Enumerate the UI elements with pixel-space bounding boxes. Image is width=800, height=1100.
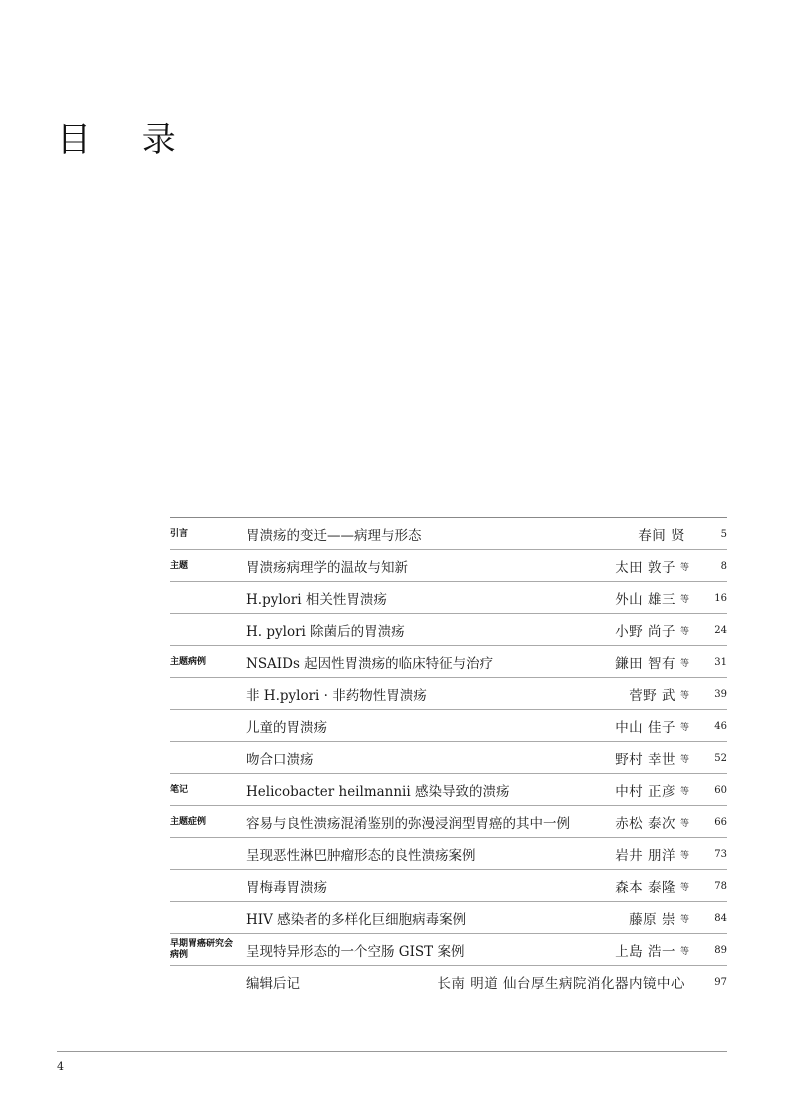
section-label [170,742,236,774]
entry-author [629,902,689,934]
author-etc: 等 [679,626,689,637]
author-etc: 等 [679,786,689,797]
toc-entry[interactable] [170,806,727,838]
entry-author [615,582,689,614]
entry-author [437,966,689,998]
author-name: 小野 尚子 [615,624,676,640]
section-label: 笔记 [170,784,189,795]
author-etc: 等 [679,658,689,669]
author-etc: 等 [679,722,689,733]
page-folio: 4 [57,1060,64,1073]
page-number: 46 [714,720,727,732]
page-number: 52 [714,752,727,764]
author-etc: 等 [679,850,689,861]
section-label [170,902,236,934]
entry-author [615,774,689,806]
author-etc: 等 [679,562,689,573]
entry-title: 编辑后记 [246,976,300,992]
toc-entry[interactable] [170,550,727,582]
entry-title: 容易与良性溃疡混淆鉴别的弥漫浸润型胃癌的其中一例 [246,816,570,832]
author-name: 菅野 武 [629,688,676,704]
entry-title: 呈现恶性淋巴肿瘤形态的良性溃疡案例 [246,848,476,864]
author-name: 野村 幸世 [615,752,676,768]
entry-author [629,678,689,710]
entry-title: HIV 感染者的多样化巨细胞病毒案例 [246,912,467,928]
toc-entry[interactable] [170,870,727,902]
toc-entry[interactable] [170,966,727,998]
author-name: 中村 正彦 [615,784,676,800]
entry-title: H.pylori 相关性胃溃疡 [246,592,387,608]
author-name: 春间 贤 [638,528,685,544]
page-number: 16 [714,592,727,604]
section-label [170,710,236,742]
author-name: 太田 敦子 [615,560,676,576]
entry-author [615,806,689,838]
page-number: 73 [714,848,727,860]
author-name: 长南 明道 仙台厚生病院消化器内镜中心 [437,976,685,992]
page-number: 60 [714,784,727,796]
page-number: 39 [714,688,727,700]
entry-title: Helicobacter heilmannii 感染导致的溃疡 [246,784,510,800]
page-number: 78 [714,880,727,892]
section-label: 主题症例 [170,816,207,827]
page-number: 84 [714,912,727,924]
page-number: 89 [714,944,727,956]
table-of-contents [170,517,727,998]
author-etc: 等 [679,818,689,829]
page-number: 8 [720,560,727,572]
toc-entry[interactable] [170,678,727,710]
entry-author [615,934,689,966]
entry-author [615,710,689,742]
section-label: 早期胃癌研究会病例 [170,939,234,960]
section-label [170,966,236,998]
author-etc: 等 [679,690,689,701]
author-name: 上島 浩一 [615,944,676,960]
page-number: 24 [714,624,727,636]
toc-entry[interactable] [170,838,727,870]
footer-divider [57,1051,727,1052]
author-name: 中山 佳子 [615,720,676,736]
toc-entry[interactable] [170,934,727,966]
author-etc: 等 [679,594,689,605]
toc-entry[interactable] [170,518,727,550]
toc-entry[interactable] [170,614,727,646]
entry-author [638,518,689,550]
author-etc: 等 [679,914,689,925]
author-name: 鎌田 智有 [615,656,676,672]
entry-author [615,614,689,646]
author-name: 森本 泰隆 [615,880,676,896]
author-etc: 等 [679,946,689,957]
entry-author [615,646,689,678]
entry-title: H. pylori 除菌后的胃溃疡 [246,624,405,640]
author-name: 岩井 朋洋 [615,848,676,864]
section-label [170,678,236,710]
section-label [170,870,236,902]
author-etc: 等 [679,882,689,893]
toc-entry[interactable] [170,582,727,614]
page-number: 5 [720,528,727,540]
entry-author [615,838,689,870]
section-label [170,614,236,646]
entry-title: 胃溃疡病理学的温故与知新 [246,560,408,576]
toc-entry[interactable] [170,710,727,742]
entry-author [615,870,689,902]
section-label [170,838,236,870]
section-label [170,582,236,614]
toc-entry[interactable] [170,742,727,774]
entry-title: 胃溃疡的变迁——病理与形态 [246,528,422,544]
page-title: 目 录 [57,120,196,160]
entry-title: NSAIDs 起因性胃溃疡的临床特征与治疗 [246,656,494,672]
entry-title: 吻合口溃疡 [246,752,314,768]
section-label: 主题 [170,560,189,571]
entry-title: 非 H.pylori · 非药物性胃溃疡 [246,688,427,704]
author-name: 藤原 崇 [629,912,676,928]
entry-author [615,742,689,774]
toc-entry[interactable] [170,902,727,934]
author-etc: 等 [679,754,689,765]
entry-author [615,550,689,582]
entry-title: 呈现特异形态的一个空肠 GIST 案例 [246,944,465,960]
entry-title: 胃梅毒胃溃疡 [246,880,327,896]
entry-title: 儿童的胃溃疡 [246,720,327,736]
toc-entry[interactable] [170,774,727,806]
section-label: 引言 [170,528,189,539]
toc-entry[interactable] [170,646,727,678]
page-number: 31 [714,656,727,668]
page-number: 66 [714,816,727,828]
section-label: 主题病例 [170,656,207,667]
page-number: 97 [714,976,727,988]
author-name: 外山 雄三 [615,592,676,608]
author-name: 赤松 泰次 [615,816,676,832]
